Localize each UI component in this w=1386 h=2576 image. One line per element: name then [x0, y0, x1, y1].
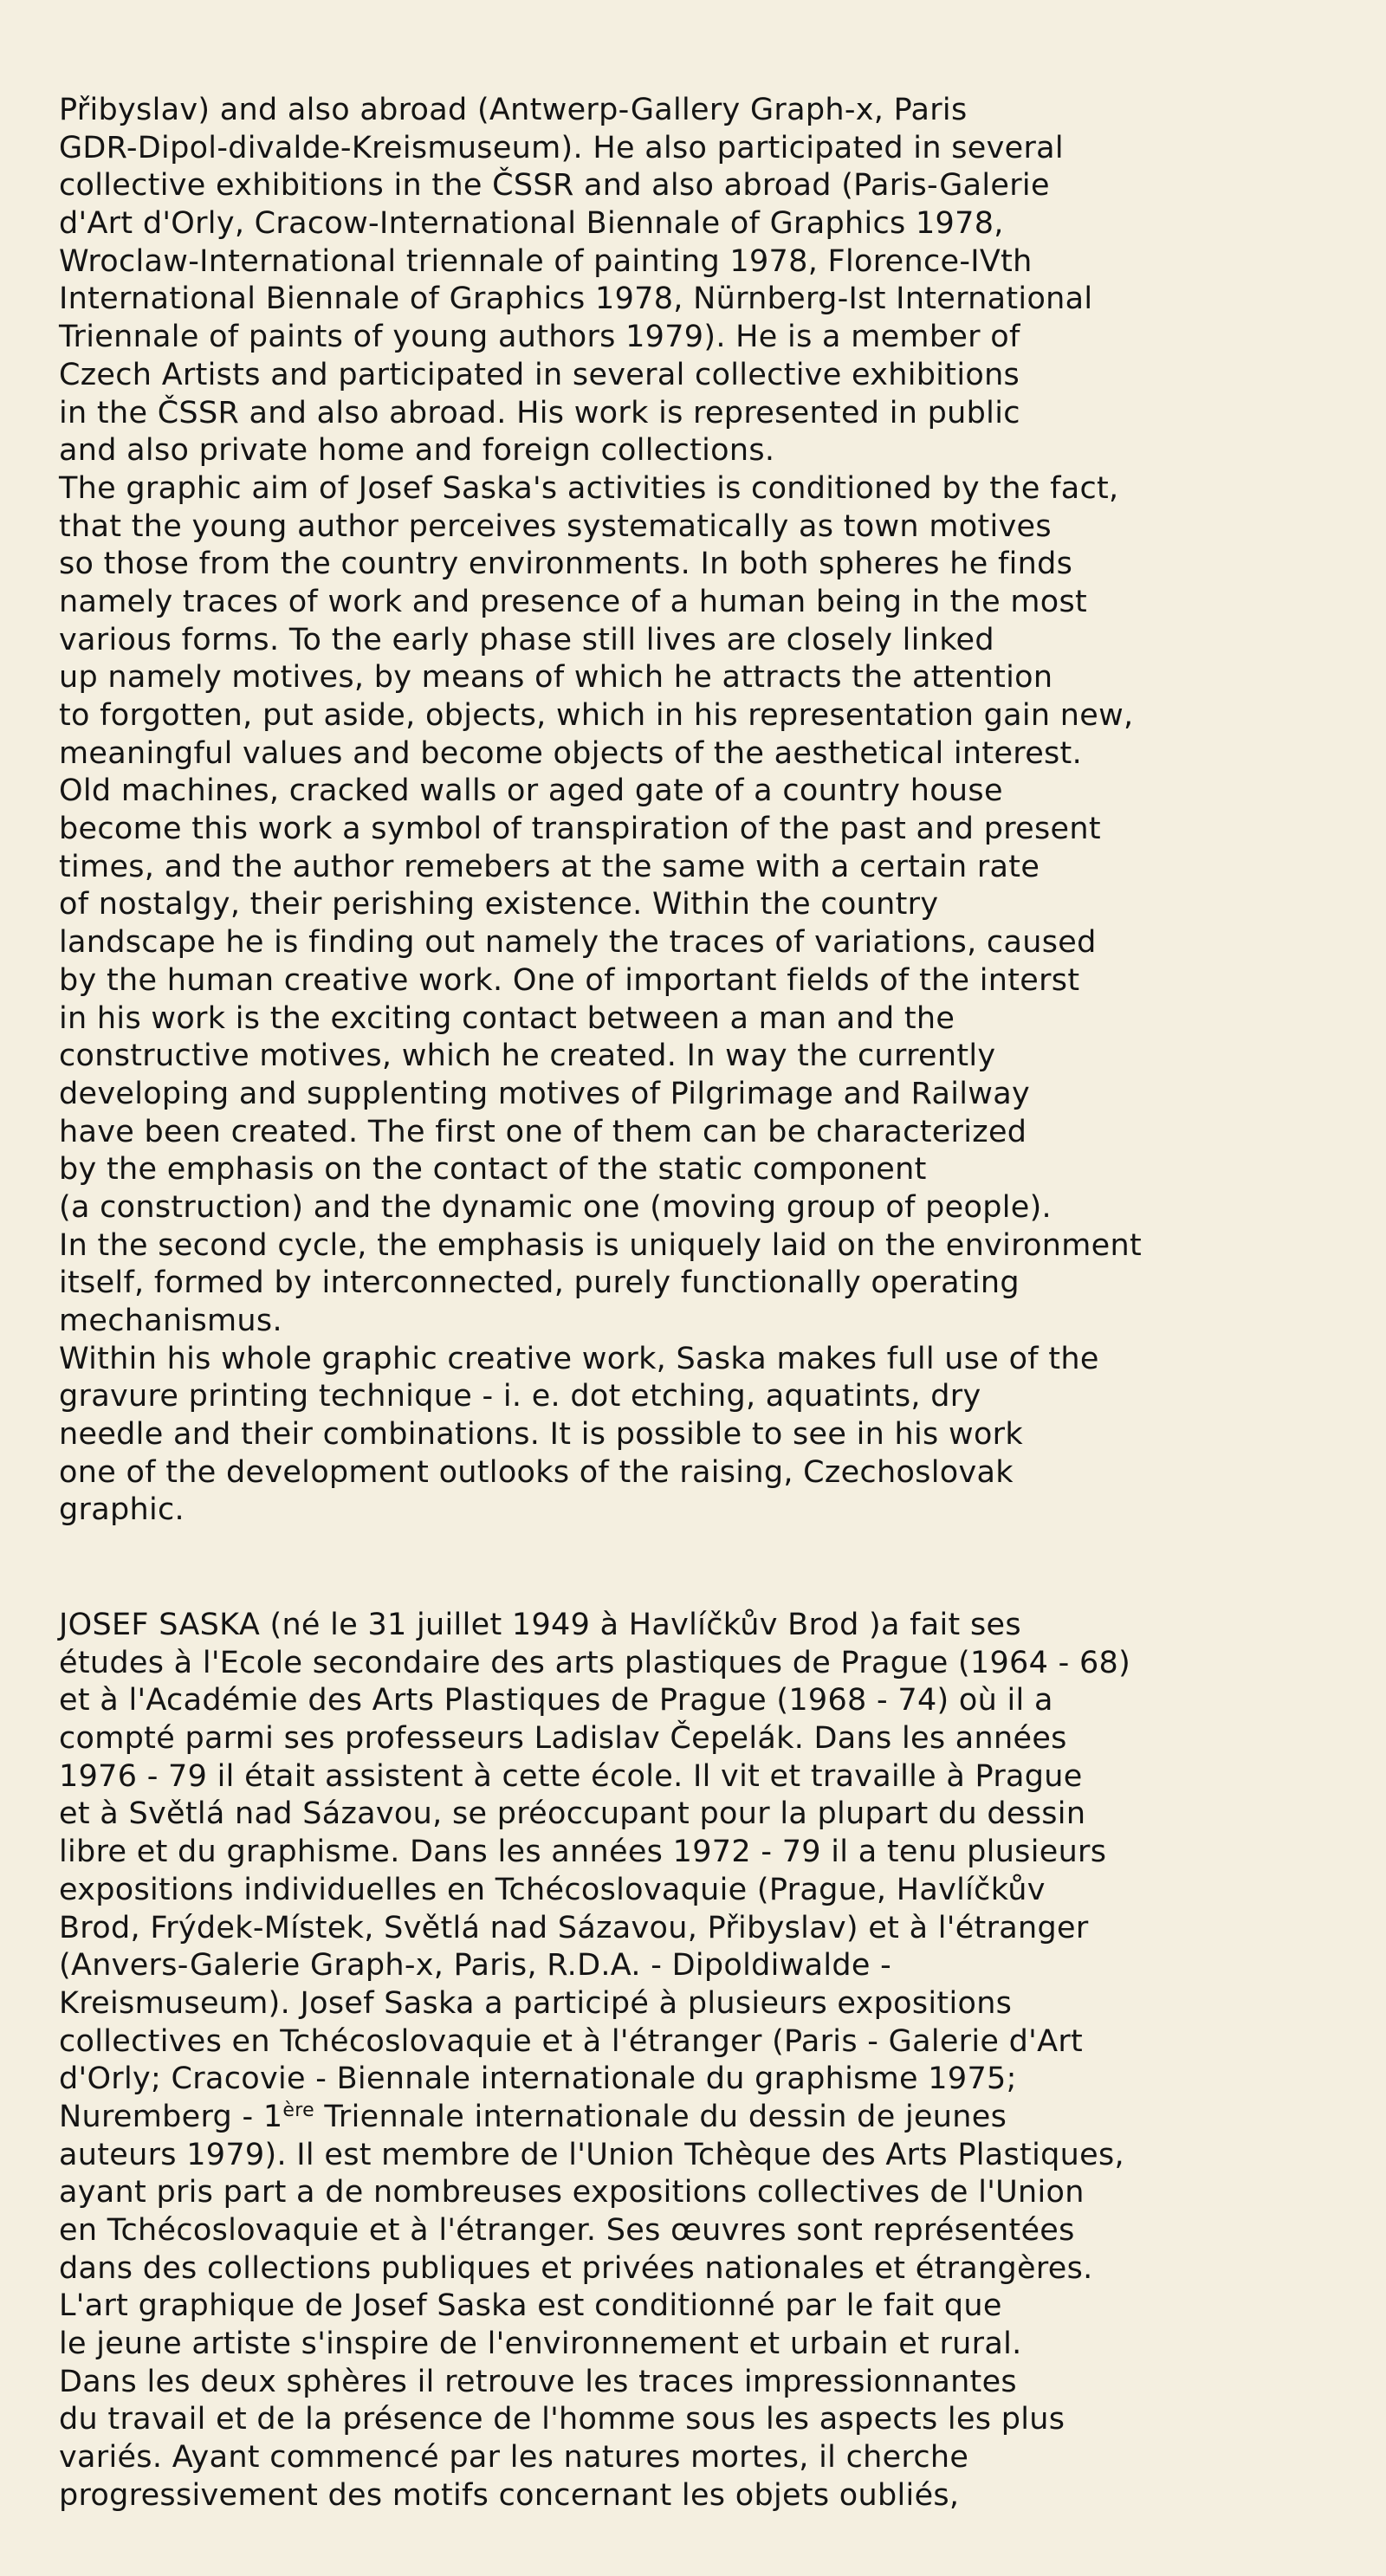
text-line: GDR-Dipol-divalde-Kreismuseum). He also participated in several — [59, 130, 1064, 165]
text-line: Within his whole graphic creative work, Saska makes full use of the — [59, 1341, 1099, 1376]
text-line: en Tchécoslovaquie et à l'étranger. Ses œuvres sont représentées — [59, 2213, 1075, 2248]
text-line: dans des collections publiques et privées nationales et étrangères. — [59, 2250, 1093, 2286]
text-line: auteurs 1979). Il est membre de l'Union Tchèque des Arts Plastiques, — [59, 2137, 1124, 2172]
text-line: in the ČSSR and also abroad. His work is represented in public — [59, 395, 1020, 430]
text-line: et à Světlá nad Sázavou, se préoccupant pour la plupart du dessin — [59, 1796, 1086, 1832]
text-line: landscape he is finding out namely the traces of variations, caused — [59, 925, 1097, 961]
text-line: compté parmi ses professeurs Ladislav Čepelák. Dans les années — [59, 1721, 1067, 1757]
text-line: Brod, Frýdek-Místek, Světlá nad Sázavou, Přibyslav) et à l'étranger — [59, 1910, 1089, 1945]
text-line: Triennale of paints of young authors 1979). He is a member of — [59, 320, 1020, 355]
text-line: études à l'Ecole secondaire des arts plastiques de Prague (1964 - 68) — [59, 1645, 1131, 1680]
text-line: (Anvers-Galerie Graph-x, Paris, R.D.A. - Dipoldiwalde - — [59, 1948, 892, 1984]
french-text-block — [59, 1607, 1358, 2515]
text-line: by the emphasis on the contact of the static component — [59, 1152, 927, 1188]
text-line: Czech Artists and participated in several collective exhibitions — [59, 357, 1020, 392]
text-line: up namely motives, by means of which he attracts the attention — [59, 660, 1053, 696]
text-line: needle and their combinations. It is possible to see in his work — [59, 1417, 1023, 1453]
text-line: d'Orly; Cracovie - Biennale internationale du graphisme 1975; — [59, 2061, 1017, 2097]
text-line: times, and the author remebers at the same with a certain rate — [59, 849, 1040, 884]
text-line: ayant pris part a de nombreuses expositions collectives de l'Union — [59, 2175, 1085, 2210]
text-line: International Biennale of Graphics 1978, Nürnberg-Ist International — [59, 282, 1093, 317]
text-line: expositions individuelles en Tchécoslovaquie (Prague, Havlíčkův — [59, 1872, 1046, 1907]
text-line: Přibyslav) and also abroad (Antwerp-Gallery Graph-x, Paris — [59, 93, 968, 127]
text-line: Old machines, cracked walls or aged gate of a country house — [59, 773, 1003, 809]
text-line: meaningful values and become objects of the aesthetical interest. — [59, 735, 1083, 771]
text-line: constructive motives, which he created. In way the currently — [59, 1039, 996, 1074]
text-line: L'art graphique de Josef Saska est conditionné par le fait que — [59, 2288, 1002, 2324]
text-line: so those from the country environments. In both spheres he finds — [59, 547, 1073, 582]
english-text-block — [59, 92, 1358, 1530]
text-line: le jeune artiste s'inspire de l'environnement et urbain et rural. — [59, 2327, 1022, 2362]
text-line: Dans les deux sphères il retrouve les traces impressionnantes — [59, 2364, 1017, 2399]
text-line: (a construction) and the dynamic one (moving group of people). — [59, 1189, 1052, 1225]
text-line: that the young author perceives systematically as town motives — [59, 508, 1052, 544]
text-line: itself, formed by interconnected, purely functionally operating — [59, 1265, 1020, 1301]
text-line: graphic. — [59, 1492, 185, 1528]
text-line: and also private home and foreign collections. — [59, 433, 775, 469]
text-line: in his work is the exciting contact between a man and the — [59, 1000, 955, 1036]
text-line: collective exhibitions in the ČSSR and also abroad (Paris-Galerie — [59, 168, 1050, 204]
text-line: one of the development outlooks of the raising, Czechoslovak — [59, 1454, 1014, 1490]
text-line: developing and supplenting motives of Pilgrimage and Railway — [59, 1076, 1030, 1111]
text-line: libre et du graphisme. Dans les années 1972 - 79 il a tenu plusieurs — [59, 1835, 1107, 1870]
text-line: have been created. The first one of them can be characterized — [59, 1114, 1027, 1149]
text-line: namely traces of work and presence of a human being in the most — [59, 584, 1088, 619]
text-line: variés. Ayant commencé par les natures mortes, il cherche — [59, 2440, 969, 2476]
text-line: In the second cycle, the emphasis is uniquely laid on the environment — [59, 1227, 1143, 1263]
nuremberg-prefix: Nuremberg - 1 — [59, 2099, 283, 2134]
text-line: by the human creative work. One of important fields of the interst — [59, 962, 1080, 998]
text-line: become this work a symbol of transpiration of the past and present — [59, 812, 1101, 847]
text-line: gravure printing technique - i. e. dot etching, aquatints, dry — [59, 1379, 981, 1414]
text-line: various forms. To the early phase still lives are closely linked — [59, 622, 994, 657]
text-line: to forgotten, put aside, objects, which in his representation gain new, — [59, 698, 1134, 733]
text-line-nuremberg — [59, 2099, 1358, 2137]
text-line: JOSEF SASKA (né le 31 juillet 1949 à Havlíčkův Brod )a fait ses — [59, 1608, 1021, 1642]
ordinal-superscript: ère — [282, 2099, 314, 2121]
text-line: Wroclaw-International triennale of painting 1978, Florence-IVth — [59, 243, 1033, 279]
nuremberg-suffix: Triennale internationale du dessin de jeunes — [314, 2099, 1007, 2134]
text-line: collectives en Tchécoslovaquie et à l'étranger (Paris - Galerie d'Art — [59, 2023, 1084, 2059]
text-line: 1976 - 79 il était assistent à cette école. Il vit et travaille à Prague — [59, 1758, 1083, 1794]
text-line: mechanismus. — [59, 1304, 282, 1338]
text-line: d'Art d'Orly, Cracow-International Biennale of Graphics 1978, — [59, 206, 1004, 242]
text-line: progressivement des motifs concernant les objets oubliés, — [59, 2477, 960, 2513]
text-line: du travail et de la présence de l'homme sous les aspects les plus — [59, 2402, 1065, 2437]
text-line: of nostalgy, their perishing existence. Within the country — [59, 887, 939, 922]
text-line: The graphic aim of Josef Saska's activities is conditioned by the fact, — [59, 470, 1119, 506]
text-line: Kreismuseum). Josef Saska a participé à plusieurs expositions — [59, 1985, 1013, 2021]
text-line: et à l'Académie des Arts Plastiques de Prague (1968 - 74) où il a — [59, 1683, 1053, 1718]
